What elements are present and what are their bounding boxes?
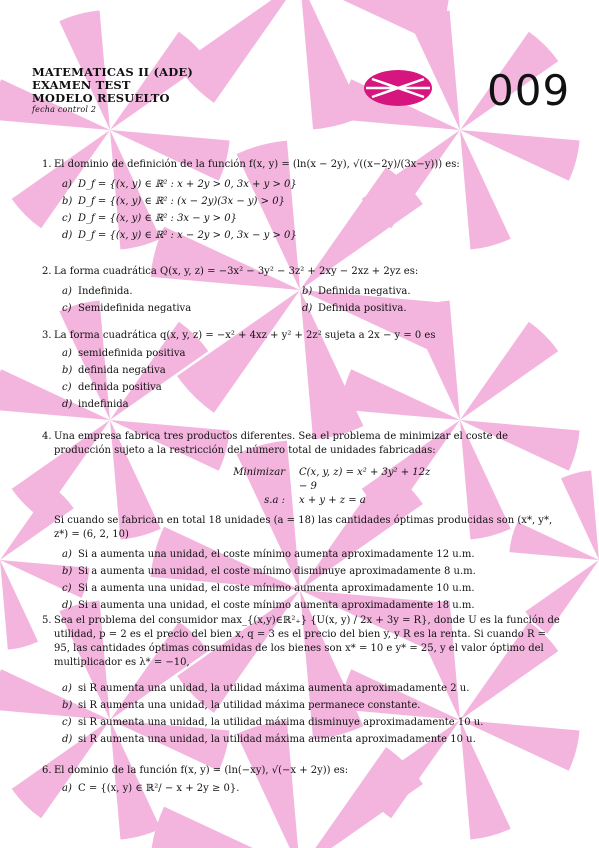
- question-number: 2.: [42, 266, 52, 277]
- option-d[interactable]: d) Definida positiva.: [302, 303, 407, 314]
- question-text: Sea el problema del consumidor max_{(x,y)∈ℝ²₊} {U(x, y) / 2x + 3y = R}, donde U es la función de utilidad, p = 2 es el precio del bien x, q = 3 es el precio del bien y, y R es la renta. Si cuando R = 95, las cantidades óptimas consumidas de los bienes son x* = 10 e y* = 25, y el valor óptimo del multiplicador es λ* = −10,: [54, 615, 560, 668]
- question-number: 3.: [42, 330, 52, 341]
- question-context: Si cuando se fabrican en total 18 unidades (a = 18) las cantidades óptimas producidas son (x*, y*, z*) = (6, 2, 10): [54, 515, 553, 540]
- constraint: x + y + z = a: [299, 495, 366, 506]
- option-a[interactable]: a) C = {(x, y) ∈ ℝ²/ − x + 2y ≥ 0}.: [62, 783, 240, 794]
- objective-function: C(x, y, z) = x² + 3y² + 12z − 9: [299, 467, 431, 492]
- question-2: [42, 265, 562, 317]
- option-c[interactable]: c) Semidefinida negativa: [62, 303, 192, 314]
- option-b[interactable]: b) Si a aumenta una unidad, el coste mínimo disminuye aproximadamente 8 u.m.: [62, 566, 476, 577]
- question-1: [42, 158, 562, 244]
- option-a[interactable]: a) Si a aumenta una unidad, el coste mínimo aumenta aproximadamente 12 u.m.: [62, 549, 475, 560]
- exam-header: [32, 66, 193, 115]
- option-c[interactable]: c) Si a aumenta una unidad, el coste mínimo aumenta aproximadamente 10 u.m.: [62, 583, 475, 594]
- option-d[interactable]: d) indefinida: [62, 399, 129, 410]
- option-c[interactable]: c) si R aumenta una unidad, la utilidad máxima disminuye aproximadamente 10 u.: [62, 717, 484, 728]
- header-date: fecha control 2: [32, 105, 97, 114]
- subject-to-label: s.a :: [264, 495, 285, 506]
- question-4: [42, 430, 562, 614]
- option-c[interactable]: c) D_f = {(x, y) ∈ ℝ² : 3x − y > 0}: [62, 213, 237, 224]
- header-exam-type: EXAMEN TEST: [32, 78, 131, 92]
- option-a[interactable]: a) semidefinida positiva: [62, 348, 186, 359]
- question-text: El dominio de definición de la función f(x, y) = (ln(x − 2y), √((x−2y)/(3x−y))) es:: [54, 159, 460, 170]
- option-d[interactable]: d) D_f = {(x, y) ∈ ℝ² : x − 2y > 0, 3x − y > 0}: [62, 230, 297, 241]
- question-number: 1.: [42, 159, 52, 170]
- header-course: MATEMATICAS II (ADE): [32, 65, 193, 79]
- question-5: [42, 614, 562, 748]
- question-number: 6.: [42, 765, 52, 776]
- exam-number: 009: [487, 66, 571, 115]
- option-c[interactable]: c) definida positiva: [62, 382, 162, 393]
- option-a[interactable]: a) Indefinida.: [62, 286, 133, 297]
- option-b[interactable]: b) D_f = {(x, y) ∈ ℝ² : (x − 2y)(3x − y) > 0}: [62, 196, 285, 207]
- question-3: [42, 329, 562, 413]
- option-d[interactable]: d) si R aumenta una unidad, la utilidad máxima aumenta aproximadamente 10 u.: [62, 734, 476, 745]
- option-b[interactable]: b) definida negativa: [62, 365, 166, 376]
- question-6: [42, 764, 562, 797]
- question-number: 5.: [42, 615, 52, 626]
- university-logo: [362, 68, 434, 108]
- minimize-label: Minimizar: [233, 467, 285, 478]
- question-number: 4.: [42, 431, 52, 442]
- option-d[interactable]: d) Si a aumenta una unidad, el coste mínimo aumenta aproximadamente 18 u.m.: [62, 600, 475, 611]
- option-b[interactable]: b) si R aumenta una unidad, la utilidad máxima permanece constante.: [62, 700, 421, 711]
- optimization-problem: [102, 466, 562, 508]
- header-model: MODELO RESUELTO: [32, 91, 170, 105]
- question-text: Una empresa fabrica tres productos diferentes. Sea el problema de minimizar el coste de producción sujeto a la restricción del número total de unidades fabricadas:: [54, 431, 509, 456]
- question-text: La forma cuadrática Q(x, y, z) = −3x² − 3y² − 3z² + 2xy − 2xz + 2yz es:: [54, 266, 419, 277]
- option-a[interactable]: a) si R aumenta una unidad, la utilidad máxima aumenta aproximadamente 2 u.: [62, 683, 470, 694]
- option-b[interactable]: b) Definida negativa.: [302, 286, 411, 297]
- question-text: El dominio de la función f(x, y) = (ln(−xy), √(−x + 2y)) es:: [54, 765, 349, 776]
- question-text: La forma cuadrática q(x, y, z) = −x² + 4xz + y² + 2z² sujeta a 2x − y = 0 es: [54, 330, 436, 341]
- option-a[interactable]: a) D_f = {(x, y) ∈ ℝ² : x + 2y > 0, 3x + y > 0}: [62, 179, 297, 190]
